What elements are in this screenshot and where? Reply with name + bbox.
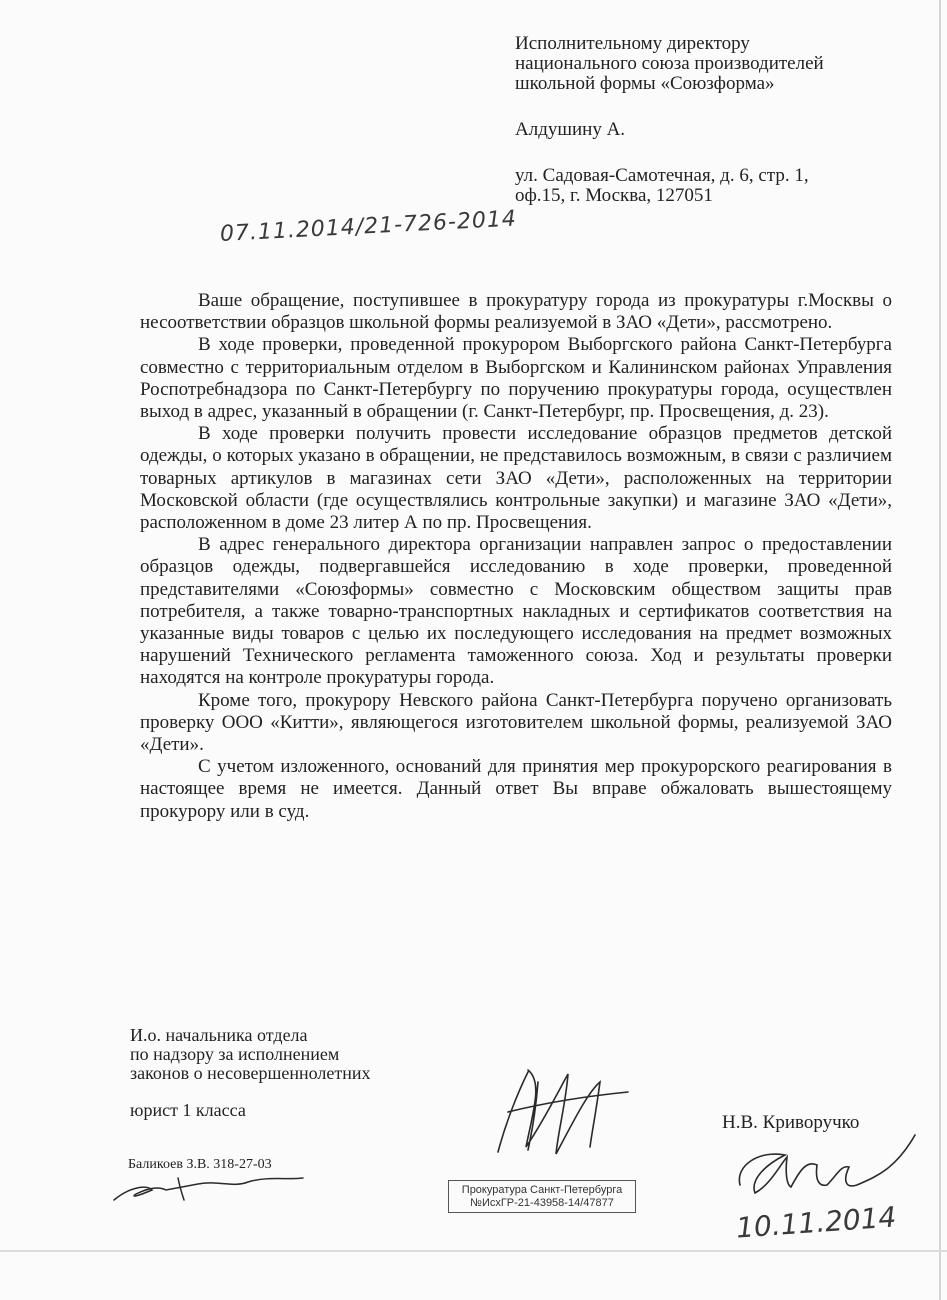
signatory-title-line: по надзору за исполнением [130,1044,340,1064]
body-paragraph: В ходе проверки получить провести исследование образцов предметов детской одежды, о которых указано в обращении, не представилось возможным, в связи с различием товарных артикулов в магазинах сети ЗАО «Дети», расположенных на территории Московской области (где осуществлялись контрольные закупки) и магазине ЗАО «Дети», расположенном в доме 23 литер А по пр. Просвещения. [140,423,892,534]
executor-signature [108,1170,308,1210]
addressee-block [515,34,824,206]
executor-contact: Баликоев З.В. 318-27-03 [128,1157,272,1172]
signatory-title-line: законов о несовершеннолетних [130,1063,371,1083]
signatory-title [130,1026,371,1083]
handwritten-date: 10.11.2014 [735,1200,898,1245]
body-paragraph: В адрес генерального директора организации направлен запрос о предоставлении образцов одежды, подвергавшейся исследованию в ходе проверки, проведенной представителями «Союзформы» совместно с Московским обществом защиты прав потребителя, а также товарно-транспортных накладных и сертификатов соответствия на указанные виды товаров с целью их последующего исследования на предмет возможных нарушений Технического регламента таможенного союза. Ход и результаты проверки находятся на контроле прокуратуры города. [140,534,892,689]
handwritten-reference-number: 07.11.2014/21-726-2014 [219,206,518,247]
addressee-name: Алдушину А. [515,119,626,140]
stamp-line: Прокуратура Санкт-Петербурга [461,1184,623,1196]
signer-initials-signature [725,1125,925,1205]
body-paragraph: Ваше обращение, поступившее в прокуратуру города из прокуратуры г.Москвы о несоответствии образцов школьной формы реализуемой в ЗАО «Дети», рассмотрено. [140,290,892,334]
scan-edge-bottom [0,1250,947,1252]
main-signature [488,1052,638,1162]
scan-edge-right [939,0,941,1300]
body-paragraph: С учетом изложенного, оснований для принятия мер прокурорского реагирования в настоящее время не имеется. Данный ответ Вы вправе обжаловать вышестоящему прокурору или в суд. [140,756,892,822]
letter-body [140,290,892,823]
addressee-line: национального союза производителей [515,53,824,74]
body-paragraph: В ходе проверки, проведенной прокурором Выборгского района Санкт-Петербурга совместно с территориальным отделом в Выборгском и Калининском районах Управления Роспотребнадзора по Санкт-Петербургу по поручению прокуратуры города, осуществлен выход в адрес, указанный в обращении (г. Санкт-Петербург, пр. Просвещения, д. 23). [140,334,892,423]
body-paragraph: Кроме того, прокурору Невского района Санкт-Петербурга поручено организовать проверку ООО «Китти», являющегося изготовителем школьной формы, реализуемой ЗАО «Дети». [140,689,892,756]
addressee-line: Исполнительному директору [515,33,750,54]
stamp-line: №ИсхГР-21-43958-14/47877 [470,1197,614,1209]
addressee-line: школьной формы «Союзформа» [515,73,775,94]
signatory-title-line: И.о. начальника отдела [130,1025,308,1045]
addressee-address: оф.15, г. Москва, 127051 [515,185,713,206]
addressee-address: ул. Садовая-Самотечная, д. 6, стр. 1, [515,165,809,186]
signer-name: Н.В. Криворучко [722,1112,860,1133]
signatory-rank: юрист 1 класса [130,1100,246,1120]
registration-stamp [448,1180,636,1213]
